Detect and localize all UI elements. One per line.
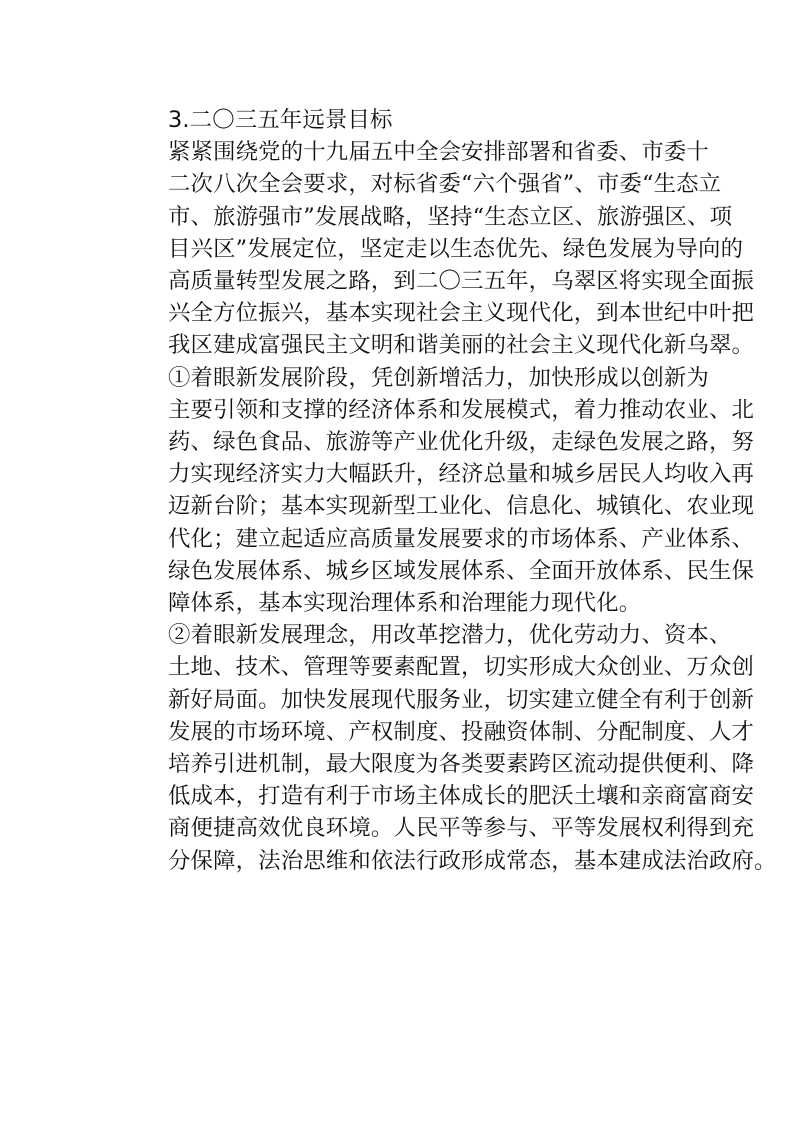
paragraph-line: 药、绿色食品、旅游等产业优化升级，走绿色发展之路，努 [168,429,755,456]
paragraph-line: 分保障，法治思维和依法行政形成常态，基本建成法治政府。 [168,847,777,874]
paragraph-item-1 [124,362,755,620]
paragraph-line: 绿色发展体系、城乡区域发展体系、全面开放体系、民生保 [168,557,755,584]
paragraph-line: 新好局面。加快发展现代服务业，切实建立健全有利于创新 [168,686,755,713]
section-heading: 3.二〇三五年远景目标 [168,107,393,133]
paragraph-line: 目兴区”发展定位，坚定走以生态优先、绿色发展为导向的 [168,235,744,262]
paragraph-line: 高质量转型发展之路，到二〇三五年，乌翠区将实现全面振 [168,268,755,295]
paragraph-line: 发展的市场环境、产权制度、投融资体制、分配制度、人才 [168,718,755,745]
paragraph-line: 紧紧围绕党的十九届五中全会安排部署和省委、市委十 [168,139,709,166]
paragraph-line: 二次八次全会要求，对标省委“六个强省”、市委“生态立 [168,171,722,198]
paragraph-line: 我区建成富强民主文明和谐美丽的社会主义现代化新乌翠。 [168,332,755,359]
paragraph-line: 障体系，基本实现治理体系和治理能力现代化。 [168,590,642,617]
paragraph-line: 兴全方位振兴，基本实现社会主义现代化，到本世纪中叶把 [168,300,755,327]
paragraph-line: ①着眼新发展阶段，凭创新增活力，加快形成以创新为 [168,364,709,391]
paragraph-line: 代化；建立起适应高质量发展要求的市场体系、产业体系、 [168,525,755,552]
paragraph-item-2 [124,619,777,877]
paragraph-line: 低成本，打造有利于市场主体成长的肥沃土壤和亲商富商安 [168,783,755,810]
paragraph-line: 商便捷高效优良环境。人民平等参与、平等发展权利得到充 [168,815,755,842]
paragraph-line: 土地、技术、管理等要素配置，切实形成大众创业、万众创 [168,654,755,681]
paragraph-vision-overview [124,136,755,361]
paragraph-line: 培养引进机制，最大限度为各类要素跨区流动提供便利、降 [168,751,755,778]
paragraph-line: 迈新台阶；基本实现新型工业化、信息化、城镇化、农业现 [168,493,755,520]
paragraph-line: ②着眼新发展理念，用改革挖潜力，优化劳动力、资本、 [168,622,732,649]
paragraph-line: 市、旅游强市”发展战略，坚持“生态立区、旅游强区、项 [168,203,733,230]
paragraph-line: 主要引领和支撑的经济体系和发展模式，着力推动农业、北 [168,396,755,423]
paragraph-line: 力实现经济实力大幅跃升，经济总量和城乡居民人均收入再 [168,461,755,488]
document-body [124,104,777,877]
